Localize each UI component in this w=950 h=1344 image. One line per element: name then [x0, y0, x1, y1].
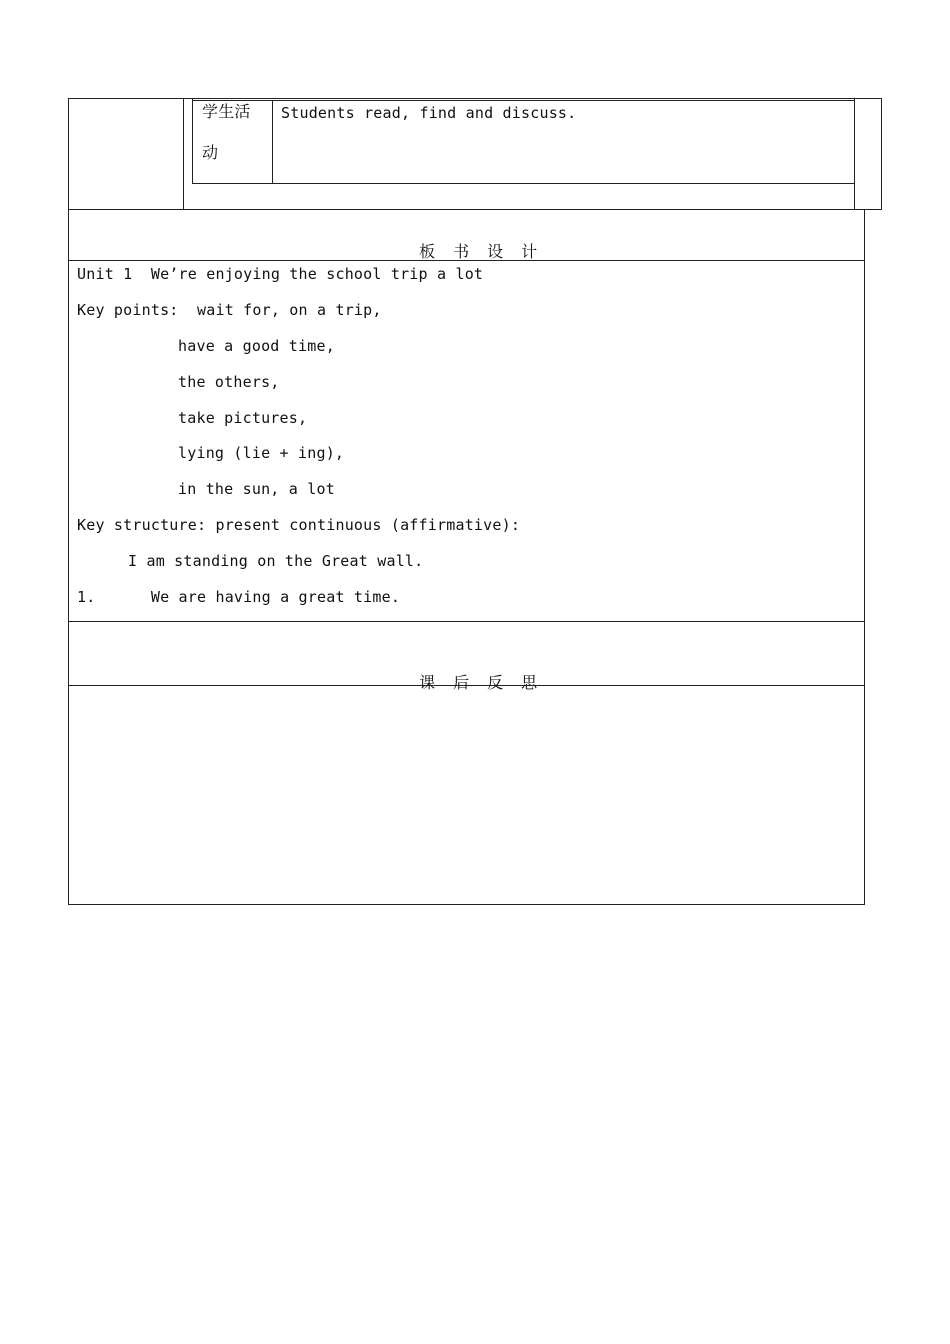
table-right-border: [864, 210, 865, 905]
student-activity-label-2: 动: [202, 143, 219, 162]
heading-char: 后: [453, 673, 470, 692]
inner-table-top: [192, 100, 855, 101]
inner-table-left: [192, 98, 193, 184]
board-line-numbered-example: 1. We are having a great time.: [77, 588, 401, 606]
table-bottom-border: [68, 904, 865, 905]
top-row-right-border: [881, 98, 882, 210]
inner-table-divider: [272, 100, 273, 184]
reflection-heading: [409, 651, 555, 693]
board-line-key-points: Key points: wait for, on a trip,: [77, 301, 382, 319]
board-line-point: in the sun, a lot: [178, 480, 335, 498]
board-line-point: the others,: [178, 373, 280, 391]
heading-char: 板: [419, 242, 436, 261]
board-line-point: have a good time,: [178, 337, 335, 355]
table-top-border: [68, 98, 882, 99]
table-left-border: [68, 98, 69, 905]
top-row-left-column-divider: [183, 98, 184, 210]
heading-char: 书: [453, 242, 470, 261]
inner-table-right: [854, 98, 855, 210]
heading-char: 计: [521, 242, 538, 261]
board-line-point: lying (lie + ing),: [178, 444, 345, 462]
heading-char: 反: [487, 673, 504, 692]
board-line-example: I am standing on the Great wall.: [128, 552, 424, 570]
board-line-key-structure: Key structure: present continuous (affirmative):: [77, 516, 521, 534]
board-design-heading: [409, 220, 555, 262]
reflection-content: [77, 695, 857, 895]
row-separator-3: [68, 621, 865, 622]
heading-char: 课: [419, 673, 436, 692]
board-line-unit: Unit 1 We’re enjoying the school trip a lot: [77, 265, 484, 283]
board-line-point: take pictures,: [178, 409, 308, 427]
student-activity-label-1: 学生活: [202, 102, 251, 121]
heading-char: 思: [521, 673, 538, 692]
student-activity-content: Students read, find and discuss.: [281, 104, 577, 122]
inner-table-bottom: [192, 183, 855, 184]
heading-char: 设: [487, 242, 504, 261]
row-separator-1: [68, 209, 882, 210]
